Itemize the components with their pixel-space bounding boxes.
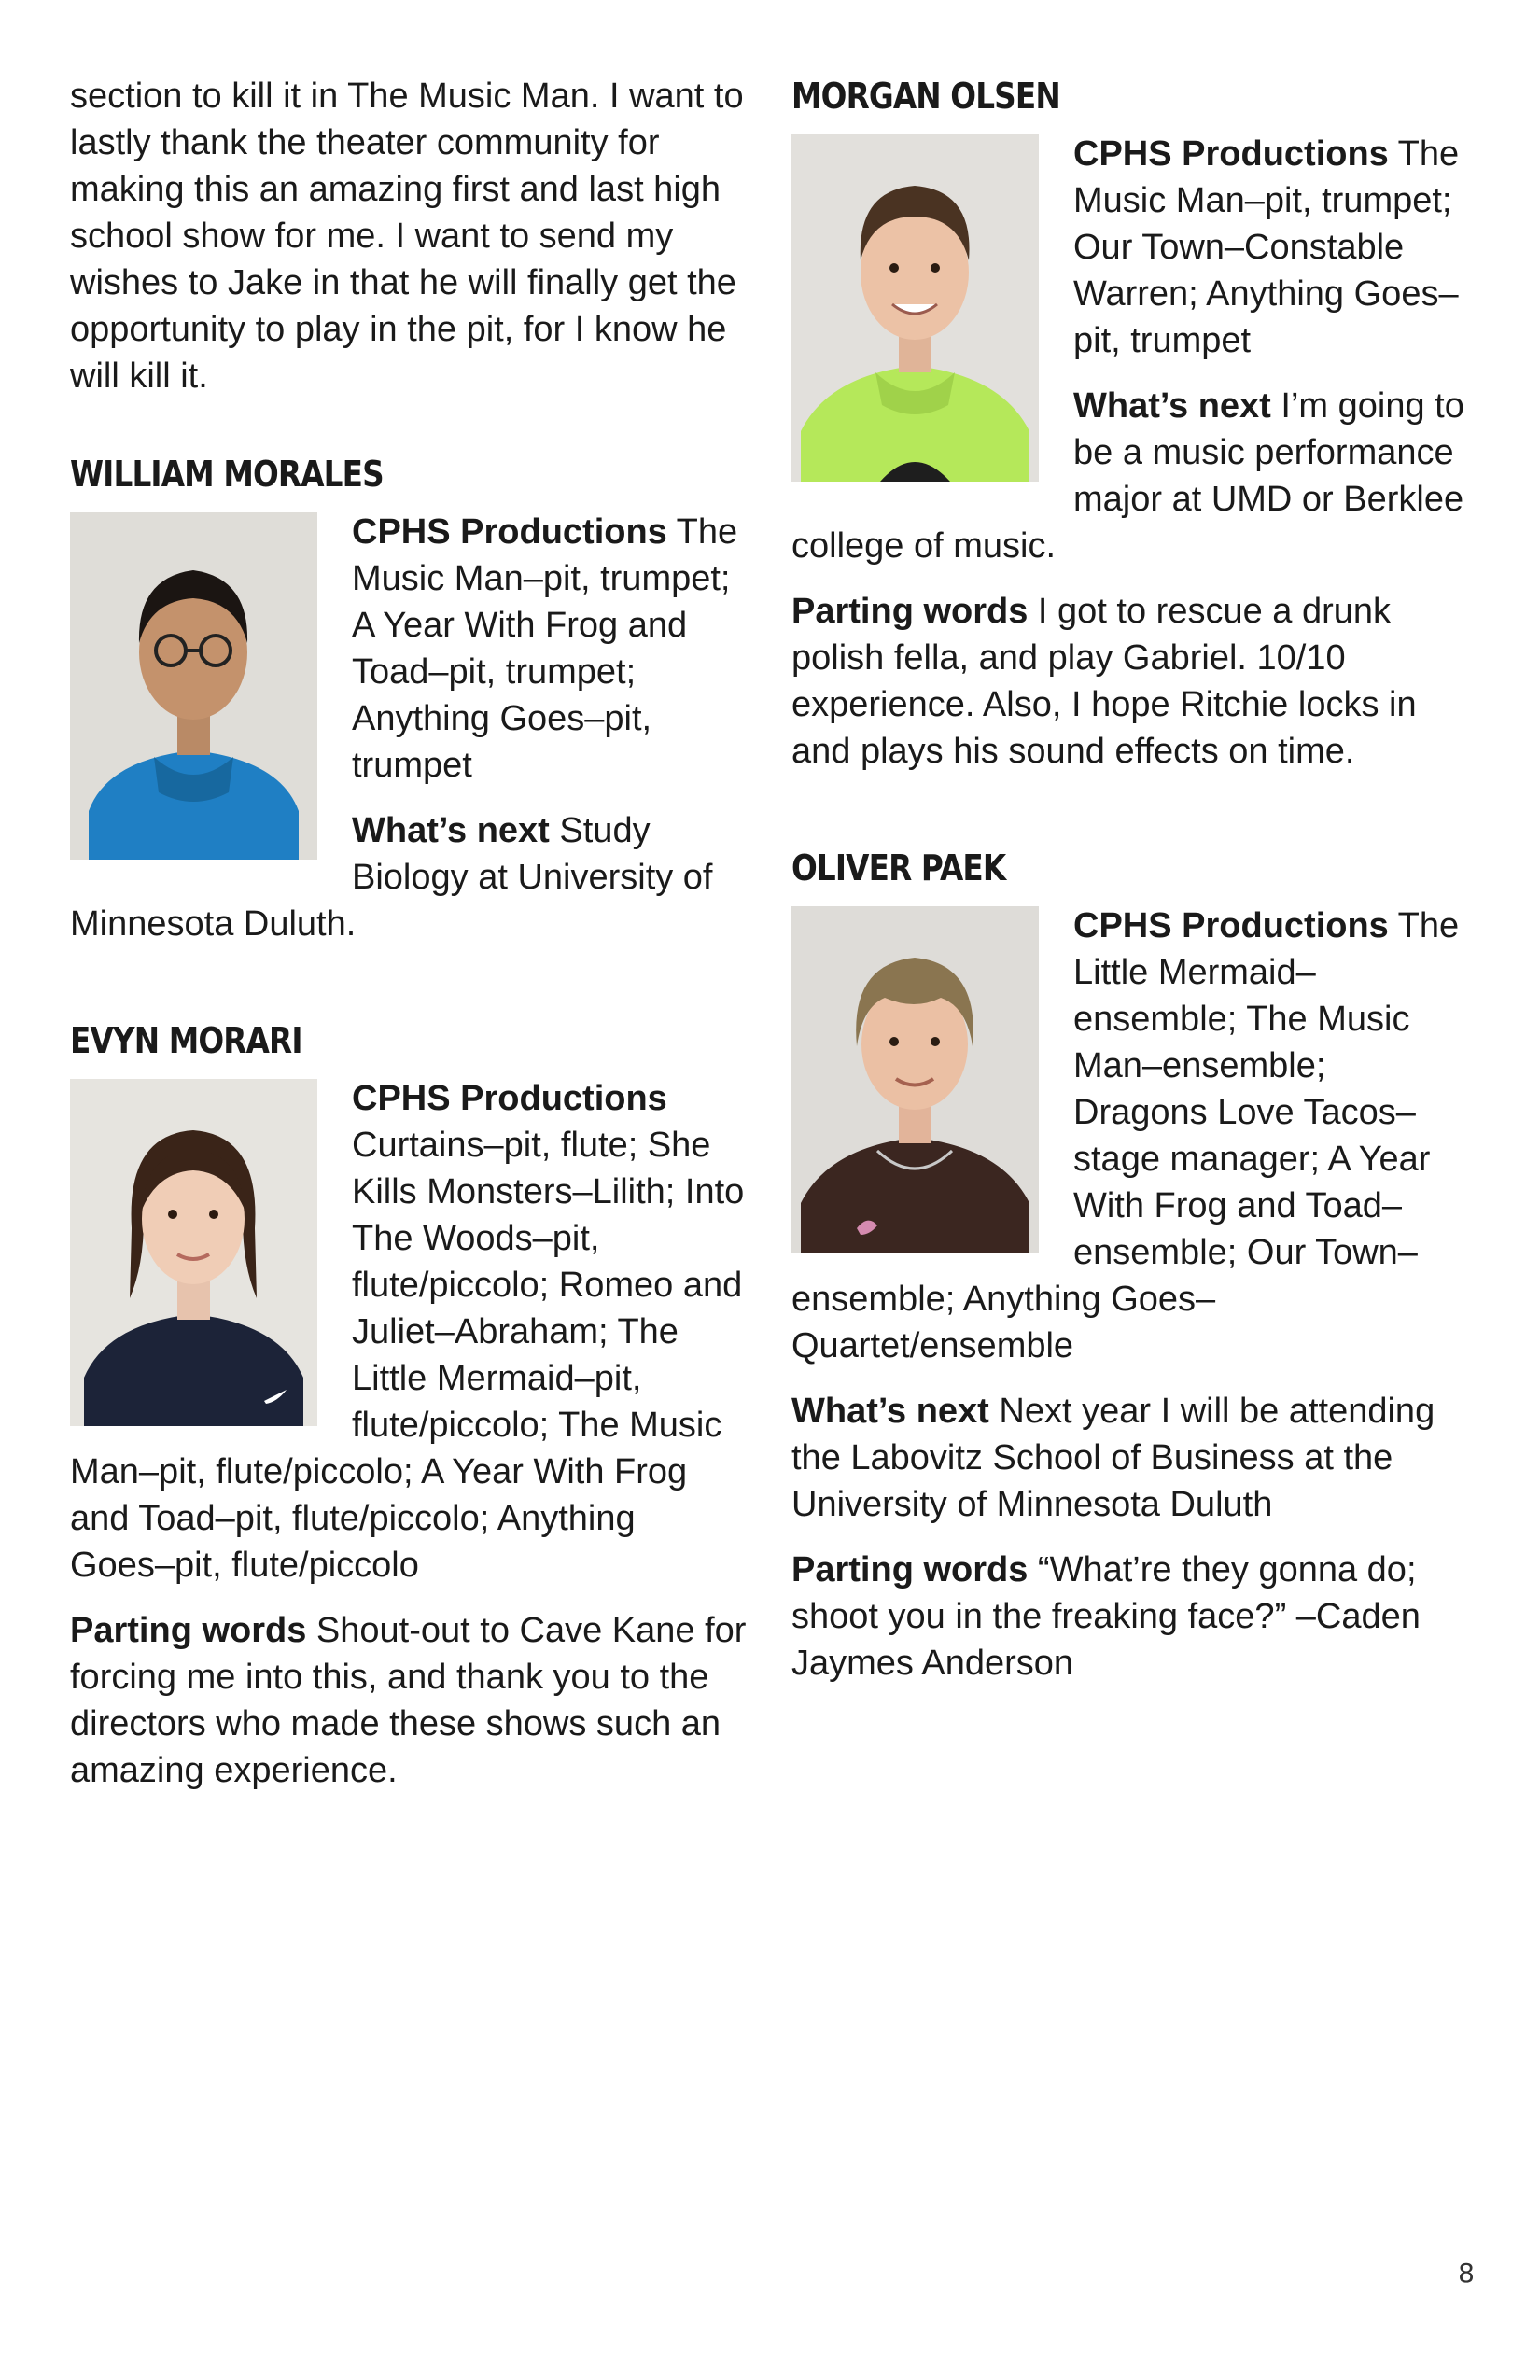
bio-name: WILLIAM MORALES xyxy=(70,454,384,495)
right-column xyxy=(791,73,1468,1757)
productions-text: The Music Man–pit, trumpet; Our Town–Constable Warren; Anything Goes–pit, trumpet xyxy=(1073,134,1460,360)
bio-oliver-paek xyxy=(791,845,1468,1705)
productions-label: CPHS Productions xyxy=(1073,906,1389,945)
whats-next-text: I’m going to be a music performance major at UMD or Berklee college of music. xyxy=(791,386,1464,566)
productions-label: CPHS Productions xyxy=(352,512,667,552)
bio-name: EVYN MORARI xyxy=(70,1020,302,1061)
whats-next-label: What’s next xyxy=(352,811,550,850)
left-column xyxy=(70,73,747,1864)
bio-parting-words xyxy=(791,588,1468,775)
headshot-photo xyxy=(70,1079,317,1426)
parting-words-text: I got to rescue a drunk polish fella, and play Gabriel. 10/10 experience. Also, I hope Ritchie locks in and plays his sound effects on time. xyxy=(791,592,1417,771)
headshot-photo xyxy=(70,512,317,860)
productions-label: CPHS Productions xyxy=(352,1079,667,1118)
bio-evyn-morari xyxy=(70,1017,747,1813)
whats-next-label: What’s next xyxy=(1073,386,1271,426)
whats-next-text: Study Biology at University of Minnesota Duluth. xyxy=(70,811,713,944)
parting-words-text: Shout-out to Cave Kane for forcing me into this, and thank you to the directors who made these shows such an amazing experience. xyxy=(70,1611,747,1790)
bio-parting-words xyxy=(791,1547,1468,1687)
headshot-photo xyxy=(791,134,1039,482)
productions-text: The Little Mermaid–ensemble; The Music Man–ensemble; Dragons Love Tacos–stage manager; A Year With Frog and Toad–ensemble; Our Town–ensemble; Anything Goes–Quartet/ensemble xyxy=(791,906,1460,1365)
bio-name: MORGAN OLSEN xyxy=(791,76,1060,117)
bio-whats-next xyxy=(791,1388,1468,1528)
parting-words-label: Parting words xyxy=(791,1550,1029,1589)
bio-name: OLIVER PAEK xyxy=(791,847,1006,889)
headshot-photo xyxy=(791,906,1039,1253)
parting-words-text: “What’re they gonna do; shoot you in the freaking face?” –Caden Jaymes Anderson xyxy=(791,1550,1421,1683)
parting-words-label: Parting words xyxy=(70,1611,307,1650)
whats-next-label: What’s next xyxy=(791,1392,989,1431)
productions-text: Curtains–pit, flute; She Kills Monsters–Lilith; Into The Woods–pit, flute/piccolo; Romeo and Juliet–Abraham; The Little Mermaid–pit, flute/piccolo; The Music Man–pit, flute/piccolo; A Year With Frog and Toad–pit, flute/piccolo; Anything Goes–pit, flute/piccolo xyxy=(70,1126,745,1585)
parting-words-label: Parting words xyxy=(791,592,1029,631)
continued-bio-text: section to kill it in The Music Man. I want to lastly thank the theater community for making this an amazing first and last high school show for me. I want to send my wishes to Jake in that he will finally get the opportunity to play in the pit, for I know he will kill it. xyxy=(70,77,744,396)
page-number: 8 xyxy=(1458,2258,1475,2289)
bio-parting-words xyxy=(70,1607,747,1794)
bio-william-morales xyxy=(70,451,747,966)
whats-next-text: Next year I will be attending the Labovitz School of Business at the University of Minnesota Duluth xyxy=(791,1392,1435,1524)
productions-label: CPHS Productions xyxy=(1073,134,1389,174)
productions-text: The Music Man–pit, trumpet; A Year With Frog and Toad–pit, trumpet; Anything Goes–pit, trumpet xyxy=(352,512,738,785)
bio-morgan-olsen xyxy=(791,73,1468,793)
